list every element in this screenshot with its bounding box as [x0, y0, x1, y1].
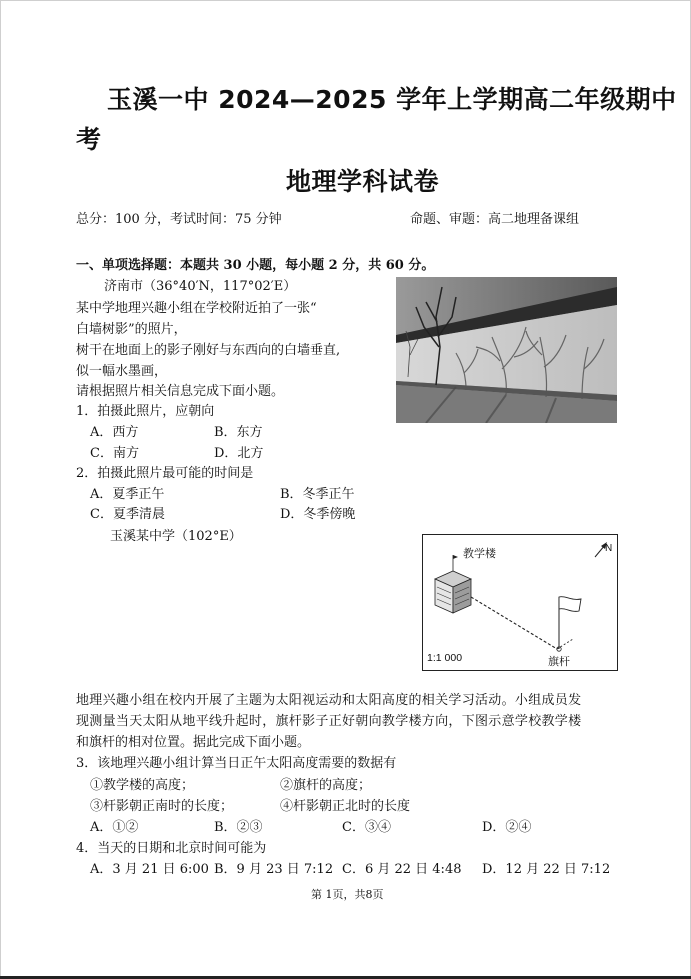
exam-info-right: 命题、审题：高二地理备课组	[410, 212, 580, 227]
q3-option-c: C．③④	[342, 820, 391, 835]
q3-item-2: ②旗杆的高度；	[280, 778, 372, 793]
building-icon	[435, 555, 471, 613]
q2-option-c: C．夏季清晨	[90, 507, 165, 522]
passage1-line: 请根据照片相关信息完成下面小题。	[76, 384, 285, 399]
exam-subtitle: 地理学科试卷	[286, 167, 440, 196]
passage2-location: 玉溪某中学（102°E）	[110, 529, 242, 544]
flagpole-label: 旗杆	[548, 655, 570, 668]
q1-option-c: C．南方	[90, 446, 139, 461]
building-label: 教学楼	[463, 547, 496, 560]
flagpole-icon	[557, 597, 581, 652]
q4-option-b: B．9 月 23 日 7:12	[214, 862, 334, 877]
passage2-line: 现测量当天太阳从地平线升起时，旗杆影子正好朝向教学楼方向，下图示意学校教学楼	[76, 714, 582, 729]
passage1-line: 树干在地面上的影子刚好与东西向的白墙垂直,	[76, 343, 341, 358]
q4-option-a: A．3 月 21 日 6:00	[90, 862, 209, 877]
q2-option-d: D．冬季傍晚	[280, 507, 356, 522]
passage2-line: 和旗杆的相对位置。据此完成下面小题。	[76, 735, 311, 750]
scale-label: 1:1 000	[427, 652, 463, 664]
exam-title-line2: 考	[76, 125, 102, 154]
q2-option-a: A．夏季正午	[90, 487, 165, 502]
q3-stem: 3．该地理兴趣小组计算当日正午太阳高度需要的数据有	[76, 756, 397, 771]
exam-info-left: 总分：100 分，考试时间：75 分钟	[76, 212, 282, 227]
q1-stem: 1．拍摄此照片，应朝向	[76, 404, 215, 419]
school-layout-diagram	[422, 534, 618, 671]
passage1-line: 白墙树影”的照片，	[76, 322, 187, 337]
q2-stem: 2．拍摄此照片最可能的时间是	[76, 466, 254, 481]
exam-title-line1: 玉溪一中 2024—2025 学年上学期高二年级期中	[107, 85, 677, 114]
q3-item-1: ①教学楼的高度；	[90, 778, 195, 793]
wall-tree-shadow-photo	[396, 277, 617, 423]
q3-option-d: D．②④	[482, 820, 532, 835]
q1-option-a: A．西方	[90, 425, 139, 440]
page-number: 第 1页，共8页	[311, 888, 384, 901]
q3-item-4: ④杆影朝正北时的长度	[280, 799, 411, 814]
q3-option-a: A．①②	[90, 820, 139, 835]
passage1-line: 似一幅水墨画，	[76, 364, 168, 379]
q2-option-b: B．冬季正午	[280, 487, 355, 502]
q1-option-d: D．北方	[214, 446, 264, 461]
q4-stem: 4．当天的日期和北京时间可能为	[76, 841, 267, 856]
q4-option-d: D．12 月 22 日 7:12	[482, 862, 611, 877]
section-heading: 一、单项选择题：本题共 30 小题，每小题 2 分，共 60 分。	[76, 258, 435, 273]
passage1-line: 某中学地理兴趣小组在学校附近拍了一张“	[76, 301, 317, 316]
q1-option-b: B．东方	[214, 425, 263, 440]
q3-item-3: ③杆影朝正南时的长度；	[90, 799, 234, 814]
diagram-drawing	[423, 535, 617, 670]
north-label: N	[605, 543, 613, 554]
passage1-location: 济南市（36°40′N，117°02′E）	[104, 279, 297, 294]
passage2-line: 地理兴趣小组在校内开展了主题为太阳视运动和太阳高度的相关学习活动。小组成员发	[76, 693, 582, 708]
q3-option-b: B．②③	[214, 820, 263, 835]
q4-option-c: C．6 月 22 日 4:48	[342, 862, 462, 877]
